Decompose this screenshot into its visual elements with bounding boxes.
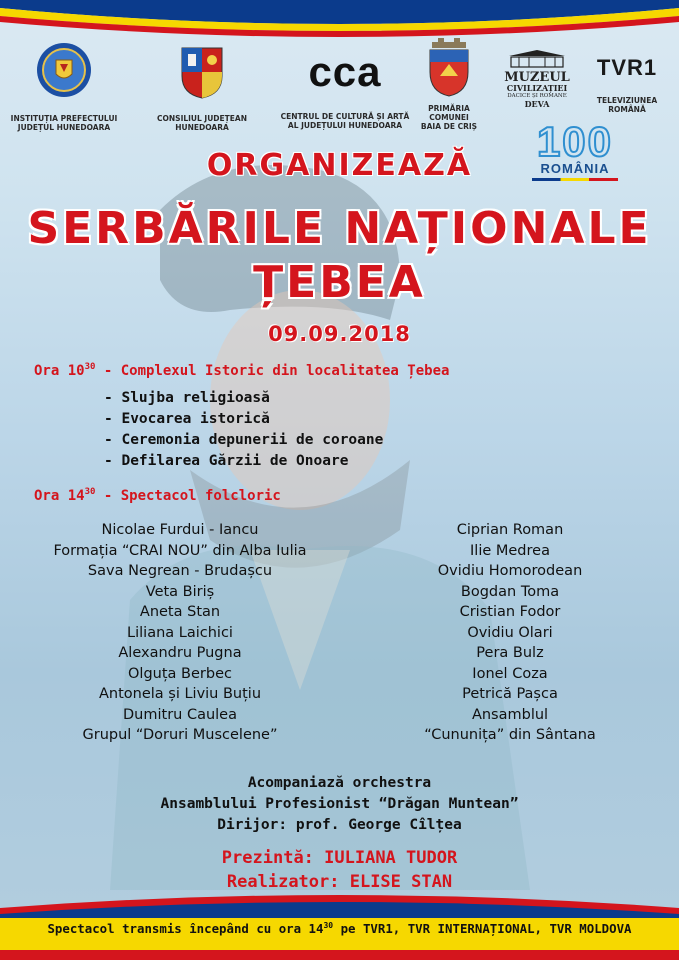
performer-name: Formația “CRAI NOU” din Alba Iulia bbox=[53, 542, 307, 559]
museum-caption-3: DACICE ȘI ROMANE bbox=[507, 93, 567, 99]
presenter-credit: Prezintă: IULIANA TUDOR bbox=[221, 848, 458, 868]
town-hall-logo bbox=[404, 38, 494, 131]
performers-right-column bbox=[350, 520, 670, 746]
prefect-logo bbox=[4, 42, 124, 132]
performer-name: Cristian Fodor bbox=[459, 604, 561, 620]
performer-name: Pera Bulz bbox=[476, 645, 544, 661]
performers-left-column bbox=[10, 520, 350, 746]
performer-name: Olguța Berbec bbox=[128, 665, 232, 682]
performer-name: Ovidiu Olari bbox=[467, 624, 553, 641]
session-1-item: - Evocarea istorică bbox=[104, 411, 270, 427]
performer-name: Ionel Coza bbox=[472, 665, 548, 682]
performer-name: Veta Biriș bbox=[145, 583, 215, 600]
session-2-time-minutes: 30 bbox=[84, 487, 96, 497]
council-coat-of-arms-icon bbox=[180, 46, 224, 100]
producer-credit: Realizator: ELISE STAN bbox=[226, 872, 453, 892]
event-date: 09.09.2018 bbox=[268, 322, 411, 346]
performer-name: Aneta Stan bbox=[139, 604, 221, 620]
performer-name: Antonela și Liviu Buțiu bbox=[98, 686, 262, 702]
session-1-time: Ora 10 bbox=[34, 363, 85, 379]
flag-ribbon-top bbox=[0, 0, 679, 46]
cca-caption-2: AL JUDEȚULUI HUNEDOARA bbox=[287, 121, 403, 130]
performer-name: “Cununița” din Sântana bbox=[424, 727, 596, 743]
orchestra-line-2: Ansamblului Profesionist “Drăgan Muntean” bbox=[160, 796, 519, 812]
museum-building-icon bbox=[507, 50, 567, 68]
performer-name: Nicolae Furdui - Iancu bbox=[101, 522, 259, 538]
tvr-logo bbox=[582, 56, 672, 114]
performer-name: Grupul “Doruri Muscelene” bbox=[82, 727, 278, 743]
museum-logo bbox=[500, 50, 574, 109]
performer-name: Ovidiu Homorodean bbox=[437, 563, 583, 579]
session-1-item: - Defilarea Gărzii de Onoare bbox=[104, 453, 349, 469]
museum-caption-2: CIVILIZAȚIEI bbox=[506, 83, 568, 93]
session-1-time-minutes: 30 bbox=[84, 362, 96, 372]
broadcast-time-minutes: 30 bbox=[323, 921, 334, 930]
town-hall-caption-1: PRIMĂRIA bbox=[428, 104, 470, 113]
session-2-time: Ora 14 bbox=[34, 488, 85, 504]
museum-caption-1: MUZEUL bbox=[504, 70, 570, 85]
performer-name: Ansamblul bbox=[471, 706, 549, 723]
tvr-wordmark: TVR1 bbox=[596, 55, 658, 80]
broadcast-text bbox=[0, 921, 679, 936]
session-1-place: - Complexul Istoric din localitatea Țebea bbox=[95, 363, 450, 379]
orchestra-line-1: Acompaniază orchestra bbox=[247, 775, 432, 791]
cca-logo bbox=[270, 48, 420, 130]
event-title: SERBĂRILE NAȚIONALE bbox=[27, 203, 652, 254]
council-logo bbox=[142, 46, 262, 132]
performer-name: Ciprian Roman bbox=[456, 522, 564, 538]
session-2-heading bbox=[34, 487, 281, 504]
session-1-item: - Ceremonia depunerii de coroane bbox=[104, 432, 384, 448]
town-hall-caption-3: BAIA DE CRIȘ bbox=[420, 122, 478, 131]
town-hall-caption-2: COMUNEI bbox=[429, 113, 469, 122]
museum-caption-4: DEVA bbox=[524, 99, 550, 109]
session-1-item: - Slujba religioasă bbox=[104, 390, 270, 406]
broadcast-text-start: Spectacol transmis începând cu ora 14 bbox=[47, 921, 324, 936]
performer-name: Bogdan Toma bbox=[460, 583, 560, 600]
conductor-line: Dirijor: prof. George Cîlțea bbox=[217, 817, 462, 833]
town-hall-crest-icon bbox=[426, 38, 472, 98]
tvr-caption-2: ROMÂNĂ bbox=[608, 105, 646, 114]
organizes-heading: ORGANIZEAZĂ bbox=[206, 148, 473, 183]
broadcast-channels: pe TVR1, TVR INTERNAȚIONAL, TVR MOLDOVA bbox=[333, 921, 632, 936]
event-location: ȚEBEA bbox=[253, 257, 426, 308]
performer-name: Sava Negrean - Brudașcu bbox=[87, 563, 273, 579]
performer-name: Dumitru Caulea bbox=[123, 706, 237, 723]
performer-name: Liliana Laichici bbox=[127, 624, 233, 641]
performer-name: Petrică Pașca bbox=[462, 686, 558, 702]
council-caption-1: CONSILIUL JUDEȚEAN bbox=[157, 114, 247, 123]
performer-name: Ilie Medrea bbox=[470, 542, 550, 559]
session-2-title: - Spectacol folcloric bbox=[95, 488, 281, 504]
tvr-caption-1: TELEVIZIUNEA bbox=[596, 96, 658, 105]
council-caption-2: HUNEDOARA bbox=[175, 123, 229, 132]
cca-caption-1: CENTRUL DE CULTURĂ ȘI ARTĂ bbox=[280, 112, 410, 121]
cca-wordmark: cca bbox=[308, 48, 382, 95]
prefect-caption-1: INSTITUȚIA PREFECTULUI bbox=[10, 114, 118, 123]
centenary-mark: 100 bbox=[536, 118, 614, 165]
prefect-seal-icon bbox=[36, 42, 92, 98]
centenary-caption: ROMÂNIA bbox=[540, 161, 610, 176]
prefect-caption-2: JUDEȚUL HUNEDOARA bbox=[17, 123, 111, 132]
performer-name: Alexandru Pugna bbox=[118, 645, 242, 661]
session-1-heading bbox=[34, 362, 449, 379]
